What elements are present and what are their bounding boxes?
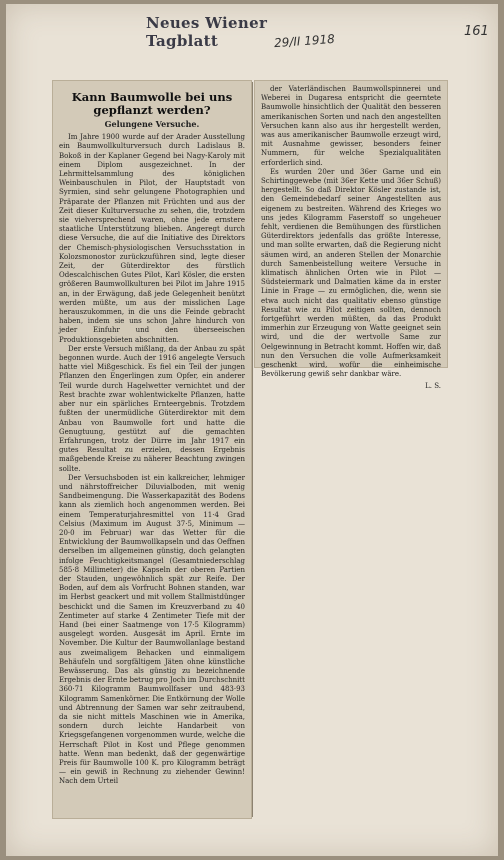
- newspaper-masthead: Neues Wiener Tagblatt: [146, 14, 268, 50]
- article-title: Kann Baumwolle bei uns gepflanzt werden?: [71, 90, 233, 117]
- column-divider: [252, 82, 253, 817]
- article-subtitle: Gelungene Versuche.: [104, 119, 200, 129]
- article-paragraph: Der erste Versuch mißlang, da der Anbau zu spät begonnen wurde. Auch der 1916 angelegte Versuch hatte viel Mißgeschick. Es fiel ein Teil der jungen Pflanzen den Engerlingen zum Opfer, ein anderer Teil wurde durch Hagelwetter vernichtet und der Rest brachte zwar wohlentwickelte Pflanzen, hatte aber nur ein spärliches Ernteergebnis. Trotzdem fußten der unermüdliche Güterdirektor mit dem Anbau von Baumwolle fort und hatte die Genugtuung, gestützt auf die gemachten Erfahrungen, trotz der Dürre im Jahr 1917 ein gutes Resultat zu erzielen, dessen Ergebnis maßgebende Kreise zu näherer Beachtung zwingen sollte.: [59, 344, 245, 473]
- author-signature: L. S.: [425, 381, 441, 390]
- clipping-left-column: [52, 80, 252, 819]
- article-column-left: [53, 81, 251, 791]
- clipping-right-column: [254, 80, 448, 390]
- article-paragraph: der Vaterländischen Baumwollspinnerei und Weberei in Dugaresa entspricht die geerntete Baumwolle hinsichtlich der Qualität den besseren amerikanischen Sorten und nach den angestellten Versuchen kann also aus ihr hergestellt werden, was aus amerikanischer Baumwolle erzeugt wird, mit Ausnahme gewisser, besonders feiner Nummern, für welche Spezialqualitäten erforderlich sind.: [261, 85, 441, 167]
- handwritten-date: 29/II 1918: [273, 31, 336, 51]
- article-paragraph: Es wurden 20er und 36er Garne und ein Schirtinggewebe (mit 36er Kette und 36er Schuß) hergestellt. So daß Direktor Kösler zustande ist, den Gemeindebedarf seiner Angestellten aus eigenem zu bestreiten. Während des Krieges wo uns jedes Kilogramm Faserstoff so ungeheuer fehlt, verdienen die Bemühungen des fürstlichen Güterdirektors jedenfalls das größte Interesse, und man sollte erwarten, daß die Regierung nicht säumen wird, an anderen Stellen der Monarchie durch Samenbeistellung weitere Versuche in klimatisch ähnlichen Orten wie in Pilot — Südsteiermark und Dalmatien käme da in erster Linie in Frage — zu ermöglichen, die, wenn sie etwa auch nicht das qualitativ ebenso günstige Resultat wie zu Pilot zeitigen sollten, dennoch fortgeführt werden müßten, da das Produkt immerhin zur Erzeugung von Watte geeignet sein wird, und die der wertvolle Same zur Oelgewinnung in Betracht kommt. Hoffen wir, daß nun den Versuchen die volle Aufmerksamkeit geschenkt wird, wofür die einheimische Bevölkerung gewiß sehr dankbar wäre.: [261, 167, 441, 379]
- article-paragraph: Der Versuchsboden ist ein kalkreicher, lehmiger und nährstoffreicher Diluvialboden, mit wenig Sandbeimengung. Die Wasserkapazität des Bodens kann als ziemlich hoch angenommen werden. Bei einem Temperaturjahresmittel von 11·4 Grad Celsius (Maximum im August 37·5, Minimum — 20·0 im Februar) war das Wetter für die Entwicklung der Baumwollkapseln und das Oeffnen derselben im allgemeinen günstig, doch gelangten infolge Feuchtigkeitsmangel (Gesamtniederschlag 585·8 Millimeter) die Kapseln der oberen Partien der Stauden, ungewöhnlich spät zur Reife. Der Boden, auf dem als Vorfrucht Bohnen standen, war im Herbst geackert und mit vollem Stallmistdünger beschickt und die Samen im Kreuzverband zu 40 Zentimeter auf starke 4 Zentimeter Tiefe mit der Hand (bei einer Saatmenge von 17·5 Kilogramm) ausgelegt worden. Ausgesät im April. Ernte im November. Die Kultur der Baumwollanlage bestand aus zweimaligem Behacken und einmaligem Behäufeln und sorgfältigem Jäten ohne künstliche Bewässerung. Das als günstig zu bezeichnende Ergebnis der Ernte betrug pro Joch im Durchschnitt 360·71 Kilogramm Baumwollfaser und 483·93 Kilogramm Samenkörner. Die Entkörnung der Wolle und Abtrennung der Samen war sehr zeitraubend, da sie nicht mittels Maschinen wie in Amerika, sondern durch leichte Handarbeit von Kriegsgefangenen vorgenommen wurde, welche die Herrschaft Pilot in Kost und Pflege genommen hatte. Wenn man bedenkt, daß der gegenwärtige Preis für Baumwolle 100 K. pro Kilogramm beträgt — ein gewiß in Rechnung zu ziehender Gewinn! Nach dem Urteil: [59, 473, 245, 786]
- article-column-right: [255, 81, 447, 395]
- handwritten-page-number: 161: [464, 24, 489, 39]
- article-paragraph: Im Jahre 1900 wurde auf der Arader Ausstellung ein Baumwollkulturversuch durch Ladislaus B. Bokoß in der Kaplaner Gegend bei Nagy-Karoly mit einem Diplom ausgezeichnet. In der Lehrmittelsammlung des königlichen Weinbauschulen in Pilot, der Hauptstadt von Syrmien, sind sehr gelungene Photographien und Präparate der Pflanzen mit Früchten und aus der Zeit dieser Kulturversuche zu sehen, die, trotzdem sie vielversprechend waren, ohne jede ernstere staatliche Unterstützung blieben. Angeregt durch diese Versuche, die auf die Initiative des Direktors der Chemisch-physiologischen Versuchsstation in Kolozsmonostor zurückzuführen sind, legte dieser Zeit, der Güterdirektor des fürstlich Odescalchischen Gutes Pilot, Karl Kösler, die ersten größeren Baumwollkulturen bei Pilot im Jahre 1915 an, in der Erwägung, daß jede Gelegenheit benützt werden müßte, um aus der misslichen Lage herauszukommen, in die uns die Feinde gebracht haben, indem sie uns schon Jahre hindurch von jeder Einfuhr und den überseeischen Produktionsgebieten abschnitten.: [59, 133, 245, 344]
